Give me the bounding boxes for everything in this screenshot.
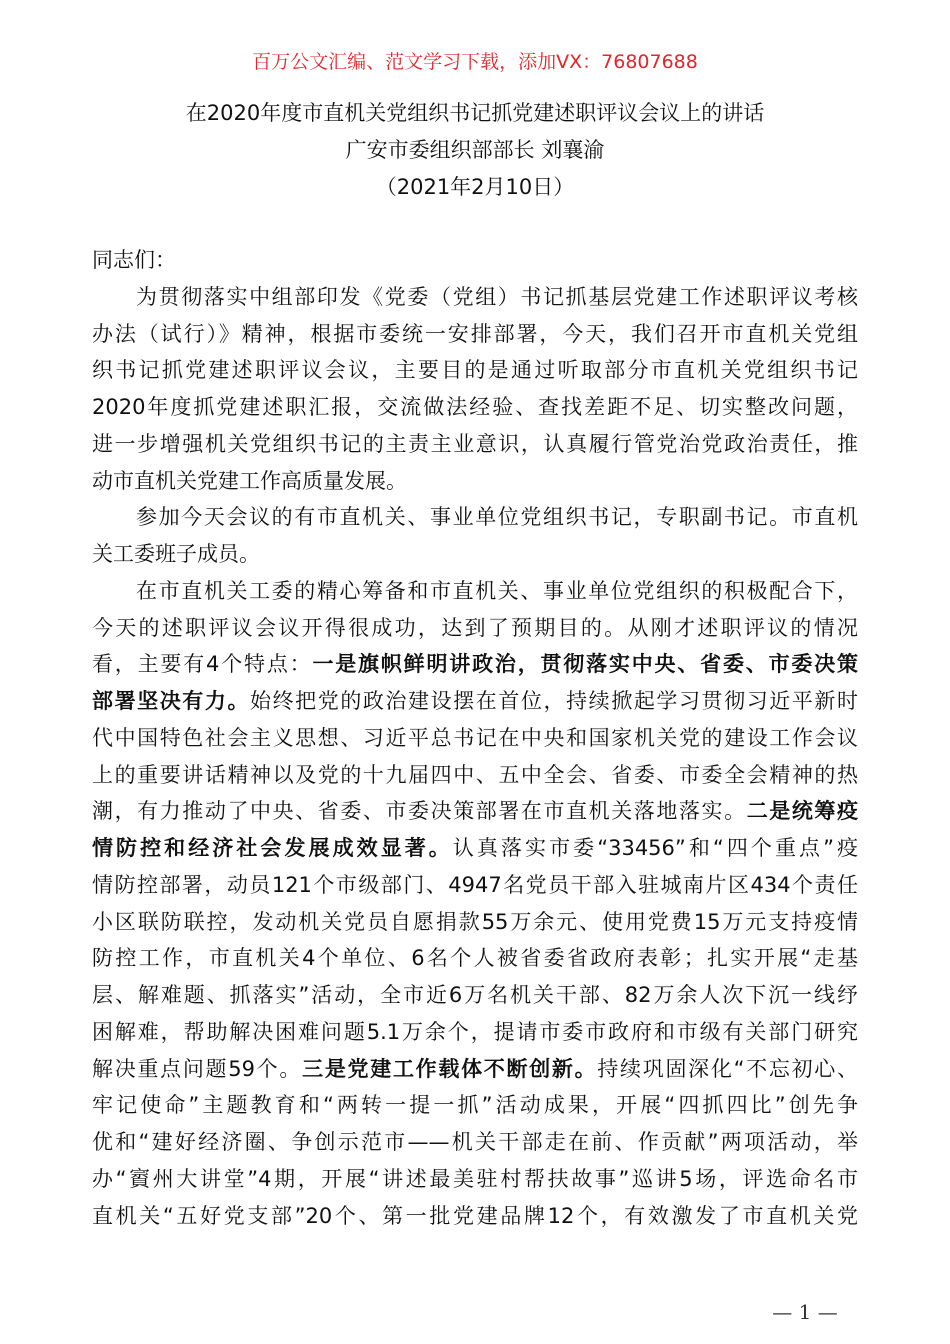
text-segment: 办“賨州大讲堂”4期，开展“讲述最美驻村帮扶故事”巡讲5场，评选命名市 [92, 1166, 858, 1191]
text-segment: 小区联防联控，发动机关党员自愿捐款55万余元、使用党费15万元支持疫情 [92, 909, 858, 934]
text-segment: 情防控部署，动员121个市级部门、4947名党员干部入驻城南片区434个责任 [92, 872, 858, 897]
date-line: （2021年2月10日） [375, 175, 575, 199]
text-segment: 参加今天会议的有市直机关、事业单位党组织书记，专职副书记。市直机 [136, 505, 858, 530]
text-segment: 看，主要有4个特点： [92, 652, 313, 677]
body-line [92, 242, 858, 279]
text-segment: 2020年度抓党建述职汇报，交流做法经验、查找差距不足、切实整改问题， [92, 395, 858, 419]
body-line [92, 683, 858, 720]
text-segment: 动市直机关党建工作高质量发展。 [92, 468, 407, 493]
body-line [92, 757, 858, 794]
text-segment: 进一步增强机关党组织书记的主责主业意识，认真履行管党治党政治责任，推 [92, 431, 858, 456]
text-segment: 织书记抓党建述职评议会议，主要目的是通过听取部分市直机关党组织书记 [92, 358, 858, 383]
body-line [92, 426, 858, 463]
body-line [92, 1124, 858, 1161]
body-line [92, 1051, 858, 1088]
bold-text-segment: 情防控和经济社会发展成效显著。 [92, 836, 453, 860]
body-line [92, 316, 858, 353]
bold-text-segment: 三是党建工作载体不断创新。 [302, 1056, 598, 1081]
body-line [92, 573, 858, 610]
body-line [92, 1161, 858, 1198]
watermark-banner: 百万公文汇编、范文学习下载，添加VX：76807688 [252, 51, 698, 73]
document-body [92, 242, 858, 1234]
body-line [92, 940, 858, 977]
body-line [92, 867, 858, 904]
text-segment: 防控工作，市直机关4个单位、6名个人被省委省政府表彰；扎实开展“走基 [92, 946, 858, 971]
bold-text-segment: 部署坚决有力。 [92, 689, 251, 713]
body-line [92, 1014, 858, 1051]
text-segment: 直机关“五好党支部”20个、第一批党建品牌12个，有效激发了市直机关党 [92, 1203, 858, 1228]
body-line [92, 389, 858, 426]
document-title: 在2020年度市直机关党组织书记抓党建述职评议会议上的讲话 [185, 101, 765, 125]
text-segment: 认真落实市委“33456”和“四个重点”疫 [452, 836, 859, 860]
body-line [92, 830, 858, 867]
text-segment: 为贯彻落实中组部印发《党委（党组）书记抓基层党建工作述职评议考核 [136, 284, 858, 309]
text-segment: 困解难，帮助解决困难问题5.1万余个，提请市委市政府和市级有关部门研究 [92, 1019, 858, 1044]
text-segment: 在市直机关工委的精心筹备和市直机关、事业单位党组织的积极配合下， [136, 578, 858, 603]
body-line [92, 904, 858, 941]
body-line [92, 610, 858, 647]
body-line [92, 279, 858, 316]
text-segment: 始终把党的政治建设摆在首位，持续掀起学习贯彻习近平新时 [250, 689, 858, 713]
body-line [92, 536, 858, 573]
text-segment: 上的重要讲话精神以及党的十九届四中、五中全会、省委、市委全会精神的热 [92, 762, 858, 787]
text-segment: 持续巩固深化“不忘初心、 [597, 1056, 858, 1081]
body-line [92, 646, 858, 683]
body-line [92, 1087, 858, 1124]
text-segment: 层、解难题、抓落实”活动，全市近6万名机关干部、82万余人次下沉一线纾 [92, 983, 858, 1007]
bold-text-segment: 二是统筹疫 [746, 799, 859, 824]
body-line [92, 499, 858, 536]
text-segment: 优和“建好经济圈、争创示范市——机关干部走在前、作贡献”两项活动，举 [92, 1130, 858, 1154]
body-line [92, 977, 858, 1014]
page-number: — 1 — [772, 1300, 838, 1324]
body-line [92, 352, 858, 389]
text-segment: 关工委班子成员。 [92, 542, 260, 566]
body-line [92, 463, 858, 500]
text-segment: 同志们： [92, 248, 176, 272]
text-segment: 办法（试行）》精神，根据市委统一安排部署，今天，我们召开市直机关党组 [92, 321, 858, 346]
body-line [92, 793, 858, 830]
text-segment: 潮，有力推动了中央、省委、市委决策部署在市直机关落地落实。 [92, 799, 747, 824]
text-segment: 今天的述职评议会议开得很成功，达到了预期目的。从刚才述职评议的情况 [92, 615, 858, 640]
text-segment: 代中国特色社会主义思想、习近平总书记在中央和国家机关党的建设工作会议 [92, 725, 858, 750]
body-line [92, 1198, 858, 1235]
text-segment: 解决重点问题59个。 [92, 1056, 303, 1081]
body-line [92, 720, 858, 757]
bold-text-segment: 一是旗帜鲜明讲政治，贯彻落实中央、省委、市委决策 [312, 652, 858, 677]
text-segment: 牢记使命”主题教育和“两转一提一抓”活动成果，开展“四抓四比”创先争 [92, 1093, 858, 1118]
author-line: 广安市委组织部部长 刘襄渝 [345, 138, 605, 162]
